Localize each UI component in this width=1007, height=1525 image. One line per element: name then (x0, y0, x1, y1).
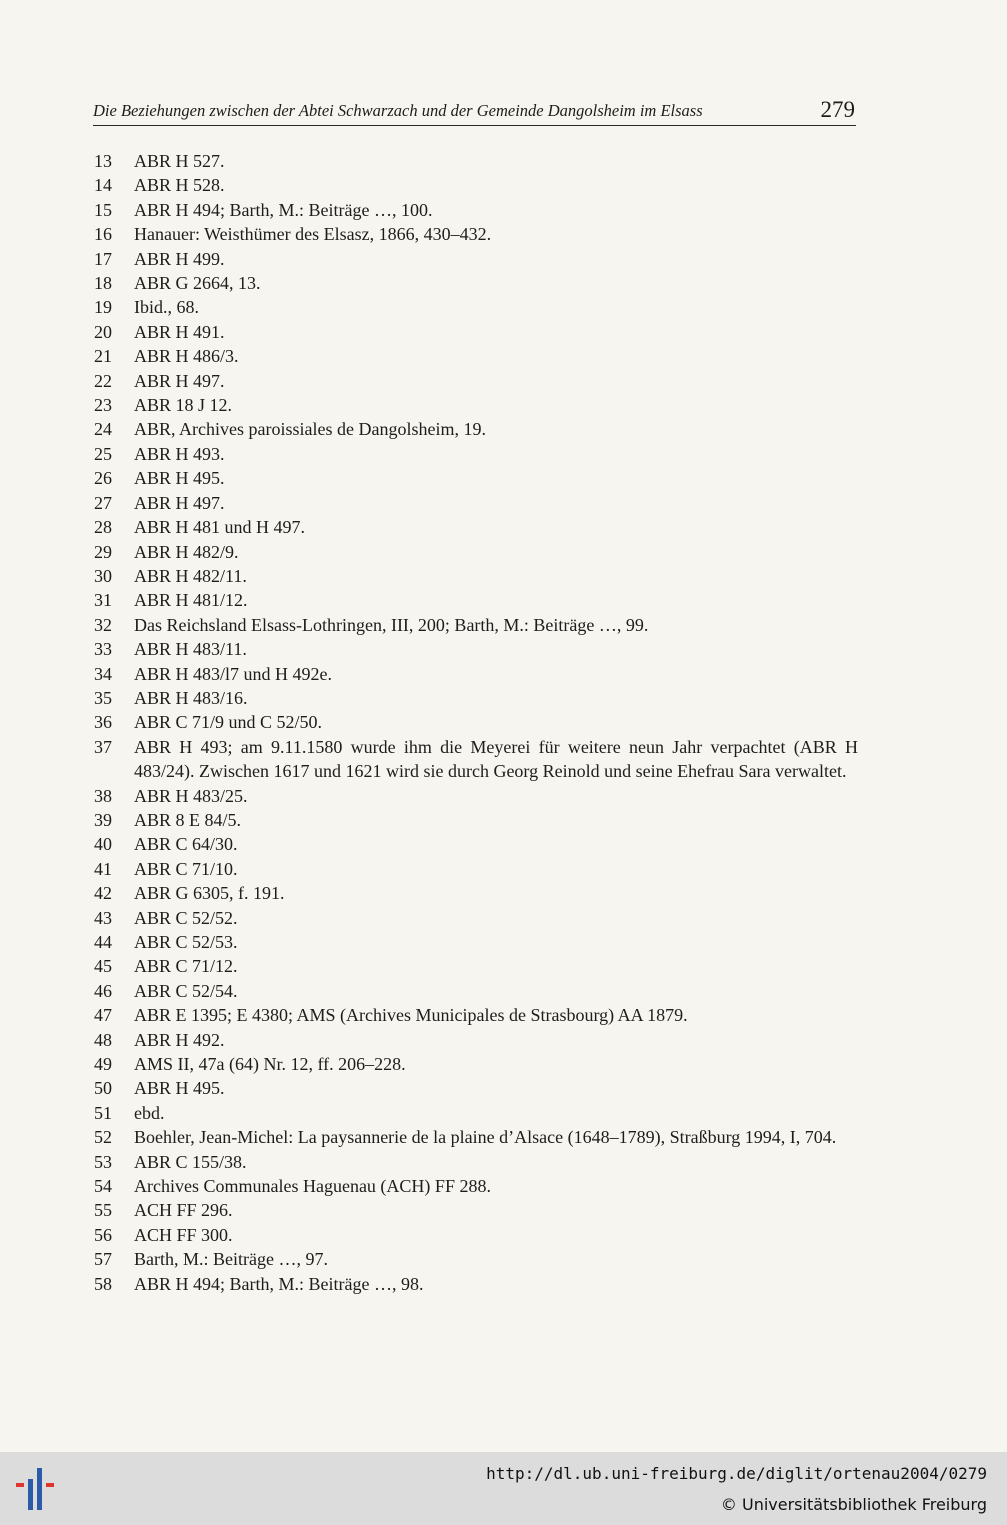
endnote-number: 17 (94, 248, 112, 269)
endnote-text: ACH FF 296. (134, 1200, 233, 1221)
endnote-text: ABR H 499. (134, 248, 225, 269)
endnote-number: 32 (94, 614, 112, 635)
endnote-text: ABR H 493; am 9.11.1580 wurde ihm die Meyerei für weitere neun Jahr verpachtet (ABR H 483/24). Zwischen 1617 und 1621 wird sie durch Georg Reinold und seine Ehefrau Sara verwaltet. (134, 736, 858, 782)
endnote-text: ABR H 492. (134, 1029, 225, 1050)
endnote-item (93, 344, 858, 368)
endnote-number: 43 (94, 907, 112, 928)
endnote-item (93, 881, 858, 905)
endnote-text: ABR 8 E 84/5. (134, 809, 242, 830)
endnote-number: 50 (94, 1078, 112, 1099)
endnote-number: 22 (94, 370, 112, 391)
ub-freiburg-logo-icon[interactable] (12, 1466, 64, 1512)
endnote-item (93, 686, 858, 710)
endnote-number: 58 (94, 1273, 112, 1294)
endnote-number: 24 (94, 419, 112, 440)
endnote-item (93, 710, 858, 734)
endnote-item (93, 784, 858, 808)
endnote-text: ABR C 52/54. (134, 980, 238, 1001)
endnote-item (93, 222, 858, 246)
endnote-item (93, 906, 858, 930)
endnote-text: ABR H 491. (134, 321, 225, 342)
endnote-number: 55 (94, 1200, 112, 1221)
endnote-text: ABR H 483/11. (134, 639, 247, 660)
endnote-number: 18 (94, 273, 112, 294)
endnote-text: ebd. (134, 1102, 165, 1123)
endnote-item (93, 369, 858, 393)
endnote-number: 28 (94, 517, 112, 538)
endnote-number: 26 (94, 468, 112, 489)
endnote-text: Ibid., 68. (134, 297, 199, 318)
endnote-text: ABR H 495. (134, 1078, 225, 1099)
endnote-number: 30 (94, 565, 112, 586)
endnote-item (93, 393, 858, 417)
endnote-number: 13 (94, 151, 112, 171)
endnote-text: Das Reichsland Elsass-Lothringen, III, 200; Barth, M.: Beiträge …, 99. (134, 614, 649, 635)
endnote-item (93, 588, 858, 612)
endnote-text: Barth, M.: Beiträge …, 97. (134, 1249, 328, 1270)
endnote-text: ABR C 64/30. (134, 834, 238, 855)
endnote-item (93, 1052, 858, 1076)
endnote-number: 47 (94, 1005, 112, 1026)
endnote-text: ABR H 481 und H 497. (134, 517, 306, 538)
endnote-text: ABR H 527. (134, 151, 225, 171)
endnote-number: 36 (94, 712, 112, 733)
endnote-text: Archives Communales Haguenau (ACH) FF 288. (134, 1176, 491, 1197)
endnote-number: 38 (94, 785, 112, 806)
endnote-item (93, 1003, 858, 1027)
endnote-text: ACH FF 300. (134, 1224, 233, 1245)
endnote-item (93, 1028, 858, 1052)
endnote-item (93, 613, 858, 637)
endnote-item (93, 1247, 858, 1271)
endnote-number: 51 (94, 1102, 112, 1123)
endnote-number: 44 (94, 932, 112, 952)
endnote-number: 56 (94, 1224, 112, 1245)
running-title: Die Beziehungen zwischen der Abtei Schwarzach und der Gemeinde Dangolsheim im Elsass (93, 101, 703, 120)
endnote-number: 45 (94, 956, 112, 977)
endnote-text: ABR H 481/12. (134, 590, 248, 611)
endnote-item (93, 320, 858, 344)
endnote-number: 29 (94, 541, 112, 562)
digitization-footer (0, 1452, 1007, 1525)
endnote-item (93, 930, 858, 954)
endnote-item (93, 1076, 858, 1100)
running-header (93, 92, 856, 126)
endnote-item (93, 662, 858, 686)
endnote-item (93, 442, 858, 466)
endnote-item (93, 173, 858, 197)
endnote-item (93, 295, 858, 319)
endnote-text: ABR H 483/25. (134, 785, 248, 806)
endnote-item (93, 247, 858, 271)
endnote-item (93, 1125, 858, 1149)
endnote-text: ABR C 71/9 und C 52/50. (134, 712, 323, 733)
endnote-item (93, 857, 858, 881)
endnote-number: 57 (94, 1249, 112, 1270)
endnote-number: 49 (94, 1054, 112, 1075)
endnote-text: ABR H 494; Barth, M.: Beiträge …, 100. (134, 199, 433, 220)
endnote-item (93, 1198, 858, 1222)
endnote-item (93, 491, 858, 515)
endnote-text: ABR C 71/10. (134, 858, 238, 879)
endnote-number: 42 (94, 883, 112, 904)
endnote-text: ABR H 483/16. (134, 687, 248, 708)
endnote-item (93, 1272, 858, 1296)
endnote-item (93, 1174, 858, 1198)
endnote-text: ABR H 486/3. (134, 346, 239, 367)
endnote-item (93, 832, 858, 856)
endnote-number: 34 (94, 663, 112, 684)
endnote-text: ABR H 493. (134, 443, 225, 464)
endnote-text: ABR H 497. (134, 370, 225, 391)
endnote-text: ABR H 494; Barth, M.: Beiträge …, 98. (134, 1273, 424, 1294)
endnote-item (93, 735, 858, 784)
endnote-text: ABR 18 J 12. (134, 395, 233, 416)
endnote-number: 16 (94, 224, 112, 245)
endnote-number: 14 (94, 175, 112, 196)
endnote-text: ABR H 528. (134, 175, 225, 196)
endnote-number: 53 (94, 1151, 112, 1172)
endnote-number: 23 (94, 395, 112, 416)
endnote-number: 40 (94, 834, 112, 855)
endnote-number: 39 (94, 809, 112, 830)
endnote-text: ABR G 6305, f. 191. (134, 883, 285, 904)
endnote-number: 37 (94, 736, 112, 757)
endnote-item (93, 198, 858, 222)
source-url-link[interactable]: http://dl.ub.uni-freiburg.de/diglit/ortenau2004/0279 (486, 1464, 987, 1483)
endnote-text: ABR H 482/9. (134, 541, 239, 562)
page-number: 279 (820, 97, 855, 122)
endnote-item (93, 979, 858, 1003)
endnote-item (93, 1223, 858, 1247)
endnote-number: 21 (94, 346, 112, 367)
endnote-item (93, 540, 858, 564)
endnote-number: 35 (94, 687, 112, 708)
endnote-text: ABR C 155/38. (134, 1151, 247, 1172)
copyright-notice: © Universitätsbibliothek Freiburg (720, 1495, 987, 1514)
endnote-text: ABR H 495. (134, 468, 225, 489)
endnote-text: ABR H 482/11. (134, 565, 247, 586)
endnote-number: 31 (94, 590, 112, 611)
endnote-text: AMS II, 47a (64) Nr. 12, ff. 206–228. (134, 1054, 406, 1075)
endnote-item (93, 1101, 858, 1125)
endnote-number: 48 (94, 1029, 112, 1050)
endnote-text: ABR E 1395; E 4380; AMS (Archives Municipales de Strasbourg) AA 1879. (134, 1005, 688, 1026)
endnote-number: 20 (94, 321, 112, 342)
endnote-text: ABR C 52/52. (134, 907, 238, 928)
endnote-item (93, 149, 858, 173)
endnote-text: ABR, Archives paroissiales de Dangolsheim, 19. (134, 419, 486, 440)
endnote-text: Boehler, Jean-Michel: La paysannerie de la plaine d’Alsace (1648–1789), Straßburg 1994, I, 704. (134, 1127, 837, 1148)
endnote-number: 27 (94, 492, 112, 513)
endnote-item (93, 808, 858, 832)
endnote-text: Hanauer: Weisthümer des Elsasz, 1866, 430–432. (134, 224, 492, 245)
endnote-number: 46 (94, 980, 112, 1001)
endnote-number: 52 (94, 1127, 112, 1148)
endnote-item (93, 417, 858, 441)
endnote-text: ABR C 52/53. (134, 932, 238, 952)
endnote-text: ABR G 2664, 13. (134, 273, 261, 294)
endnote-number: 19 (94, 297, 112, 318)
endnote-item (93, 1150, 858, 1174)
endnote-number: 15 (94, 199, 112, 220)
endnote-item (93, 564, 858, 588)
endnote-text: ABR H 497. (134, 492, 225, 513)
endnote-text: ABR H 483/l7 und H 492e. (134, 663, 332, 684)
endnotes-list (93, 149, 858, 1296)
endnote-text: ABR C 71/12. (134, 956, 238, 977)
endnote-item (93, 515, 858, 539)
endnote-number: 25 (94, 443, 112, 464)
endnote-item (93, 466, 858, 490)
endnote-number: 33 (94, 639, 112, 660)
endnote-number: 41 (94, 858, 112, 879)
endnote-item (93, 637, 858, 661)
endnote-number: 54 (94, 1176, 112, 1197)
endnote-item (93, 954, 858, 978)
endnote-item (93, 271, 858, 295)
